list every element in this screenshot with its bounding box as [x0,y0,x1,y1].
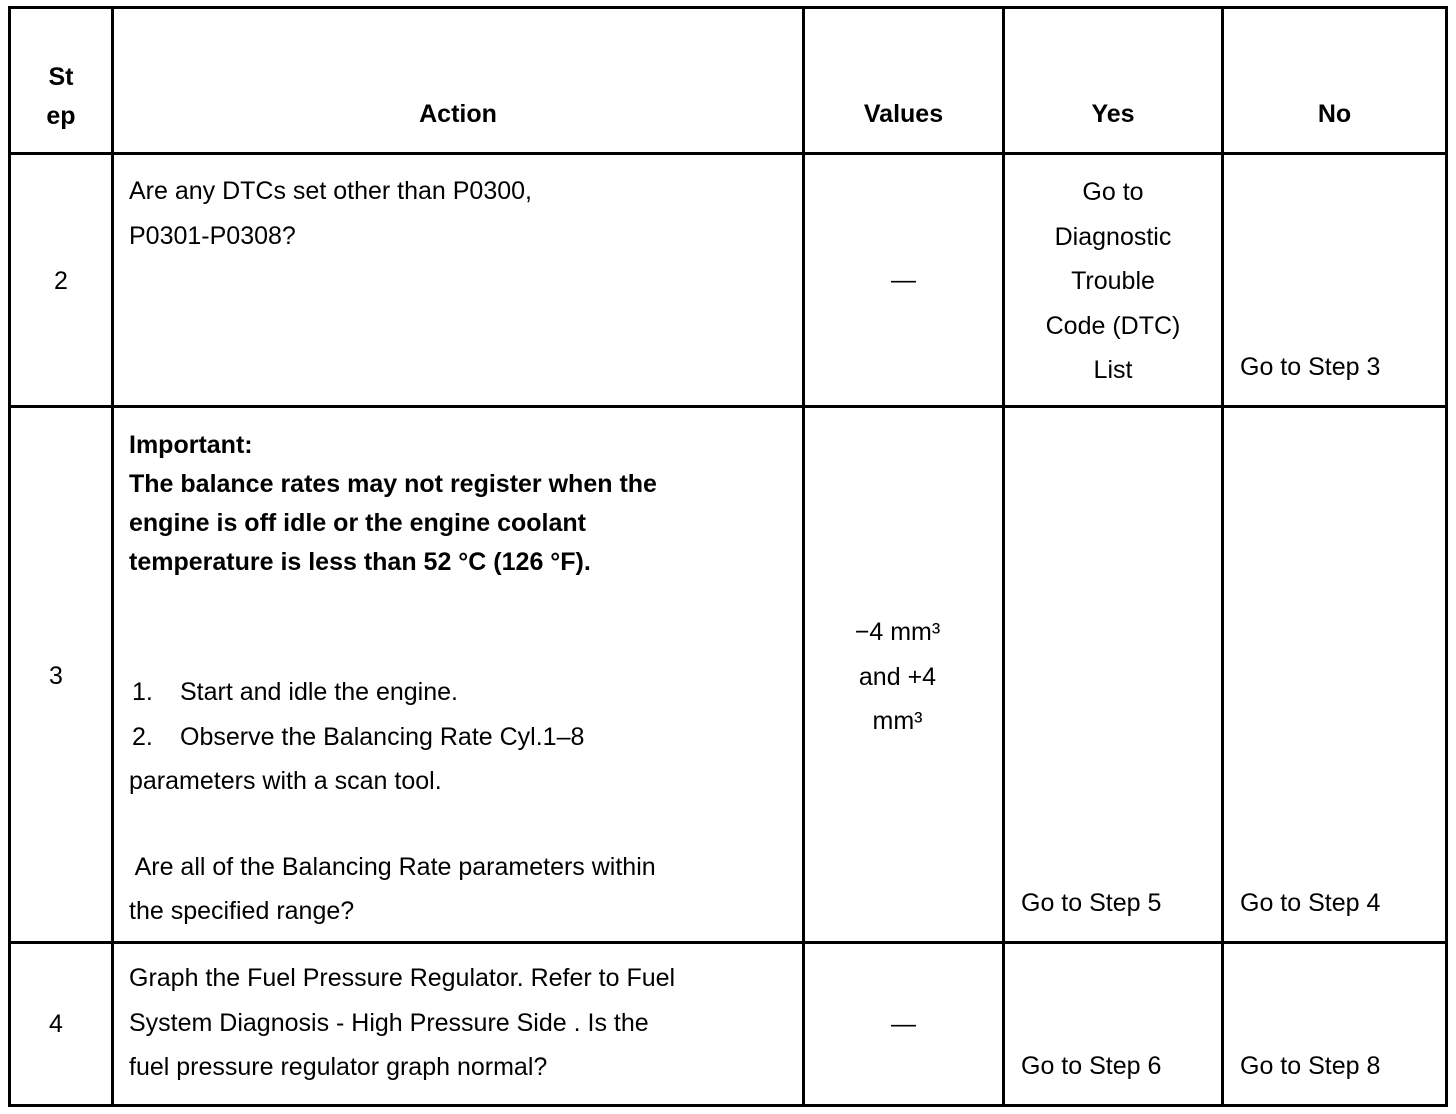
action-cell: Graph the Fuel Pressure Regulator. Refer to Fuel System Diagnosis - High Pressure Side . Is the fuel pressure regulator graph normal? [113,943,804,1106]
action-cell: Are any DTCs set other than P0300, P0301-P0308? [113,154,804,407]
yes-cell: Go to Step 6 [1004,943,1223,1106]
header-row [10,8,1447,154]
table-row [10,154,1447,407]
values-cell: — [804,154,1004,407]
no-cell: Go to Step 8 [1223,943,1447,1106]
no-cell: Go to Step 4 [1223,407,1447,943]
values-cell: — [804,943,1004,1106]
table-row [10,407,1447,943]
step-cell: 2 [10,154,113,407]
procedure-list [129,670,788,759]
yes-cell: Go to Step 5 [1004,407,1223,943]
step-cell: 3 [10,407,113,943]
no-cell: Go to Step 3 [1223,154,1447,407]
table-row [10,943,1447,1106]
important-note: Important: The balance rates may not register when the engine is off idle or the engine coolant temperature is less than 52 °C (126 °F). [129,431,657,576]
header-no: No [1223,8,1447,154]
action-cell: Important: The balance rates may not register when the engine is off idle or the engine coolant temperature is less than 52 °C (126 °F). 1. Start and idle the engine. 2. Observe the Balancing Rate Cyl.1–8 parameters with a scan tool. Are all of the Balancing Rate parameters within the specified range? [113,407,804,943]
values-cell: −4 mm³ and +4 mm³ [804,407,1004,943]
diagnostic-table [8,6,1448,1107]
list-item: 2. Observe the Balancing Rate Cyl.1–8 [132,722,585,751]
header-action: Action [113,8,804,154]
header-step: St ep [10,8,113,154]
yes-cell: Go to Diagnostic Trouble Code (DTC) List [1004,154,1223,407]
header-yes: Yes [1004,8,1223,154]
list-item: 1. Start and idle the engine. [132,678,458,706]
header-values: Values [804,8,1004,154]
step-cell: 4 [10,943,113,1106]
